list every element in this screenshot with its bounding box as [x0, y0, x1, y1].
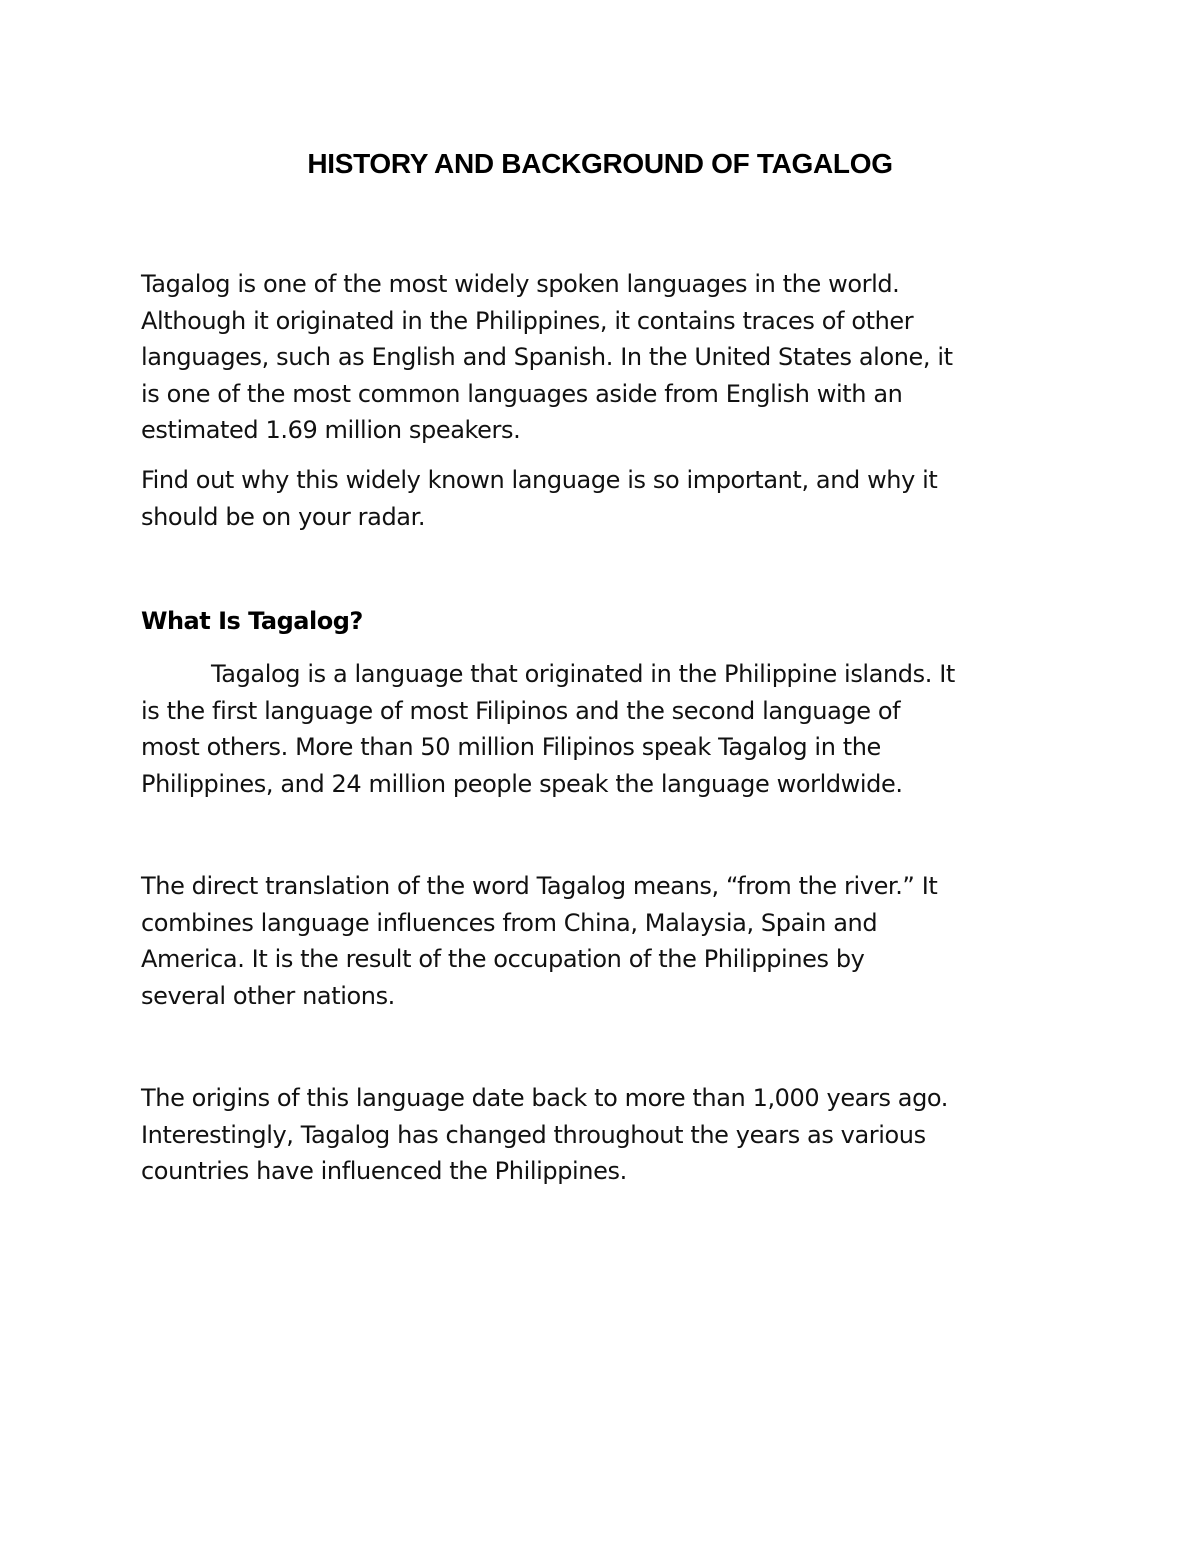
section-paragraph-3-line: Interestingly, Tagalog has changed throughout the years as various [141, 1120, 926, 1149]
section-paragraph-3-line: countries have influenced the Philippines. [141, 1157, 627, 1185]
intro-line: is one of the most common languages aside from English with an [141, 379, 903, 408]
section-paragraph-1 [141, 656, 1071, 802]
intro-paragraph [141, 266, 1071, 449]
section-paragraph-1-line: is the first language of most Filipinos and the second language of [141, 696, 901, 725]
second-paragraph [141, 462, 1071, 535]
section-paragraph-2-line: several other nations. [141, 981, 395, 1010]
second-paragraph-line: Find out why this widely known language is so important, and why it [141, 466, 938, 494]
section-heading: What Is Tagalog? [141, 607, 363, 635]
intro-line: Although it originated in the Philippines, it contains traces of other [141, 306, 914, 335]
document-title: HISTORY AND BACKGROUND OF TAGALOG [307, 148, 893, 179]
intro-line: languages, such as English and Spanish. In the United States alone, it [141, 343, 953, 371]
section-paragraph-3-line: The origins of this language date back to more than 1,000 years ago. [141, 1084, 949, 1112]
section-paragraph-2-line: combines language influences from China, Malaysia, Spain and [141, 908, 878, 937]
section-paragraph-1-line: most others. More than 50 million Filipinos speak Tagalog in the [141, 733, 881, 761]
section-paragraph-1-line: Philippines, and 24 million people speak the language worldwide. [141, 769, 903, 798]
intro-line: estimated 1.69 million speakers. [141, 416, 521, 444]
section-paragraph-2-line: The direct translation of the word Tagalog means, “from the river.” It [141, 872, 938, 900]
intro-line: Tagalog is one of the most widely spoken languages in the world. [141, 270, 900, 298]
section-paragraph-1-line: Tagalog is a language that originated in the Philippine islands. It [211, 660, 955, 688]
section-paragraph-2-line: America. It is the result of the occupation of the Philippines by [141, 945, 865, 973]
second-paragraph-line: should be on your radar. [141, 502, 426, 531]
section-paragraph-3 [141, 1080, 1071, 1190]
section-paragraph-2 [141, 868, 1071, 1014]
